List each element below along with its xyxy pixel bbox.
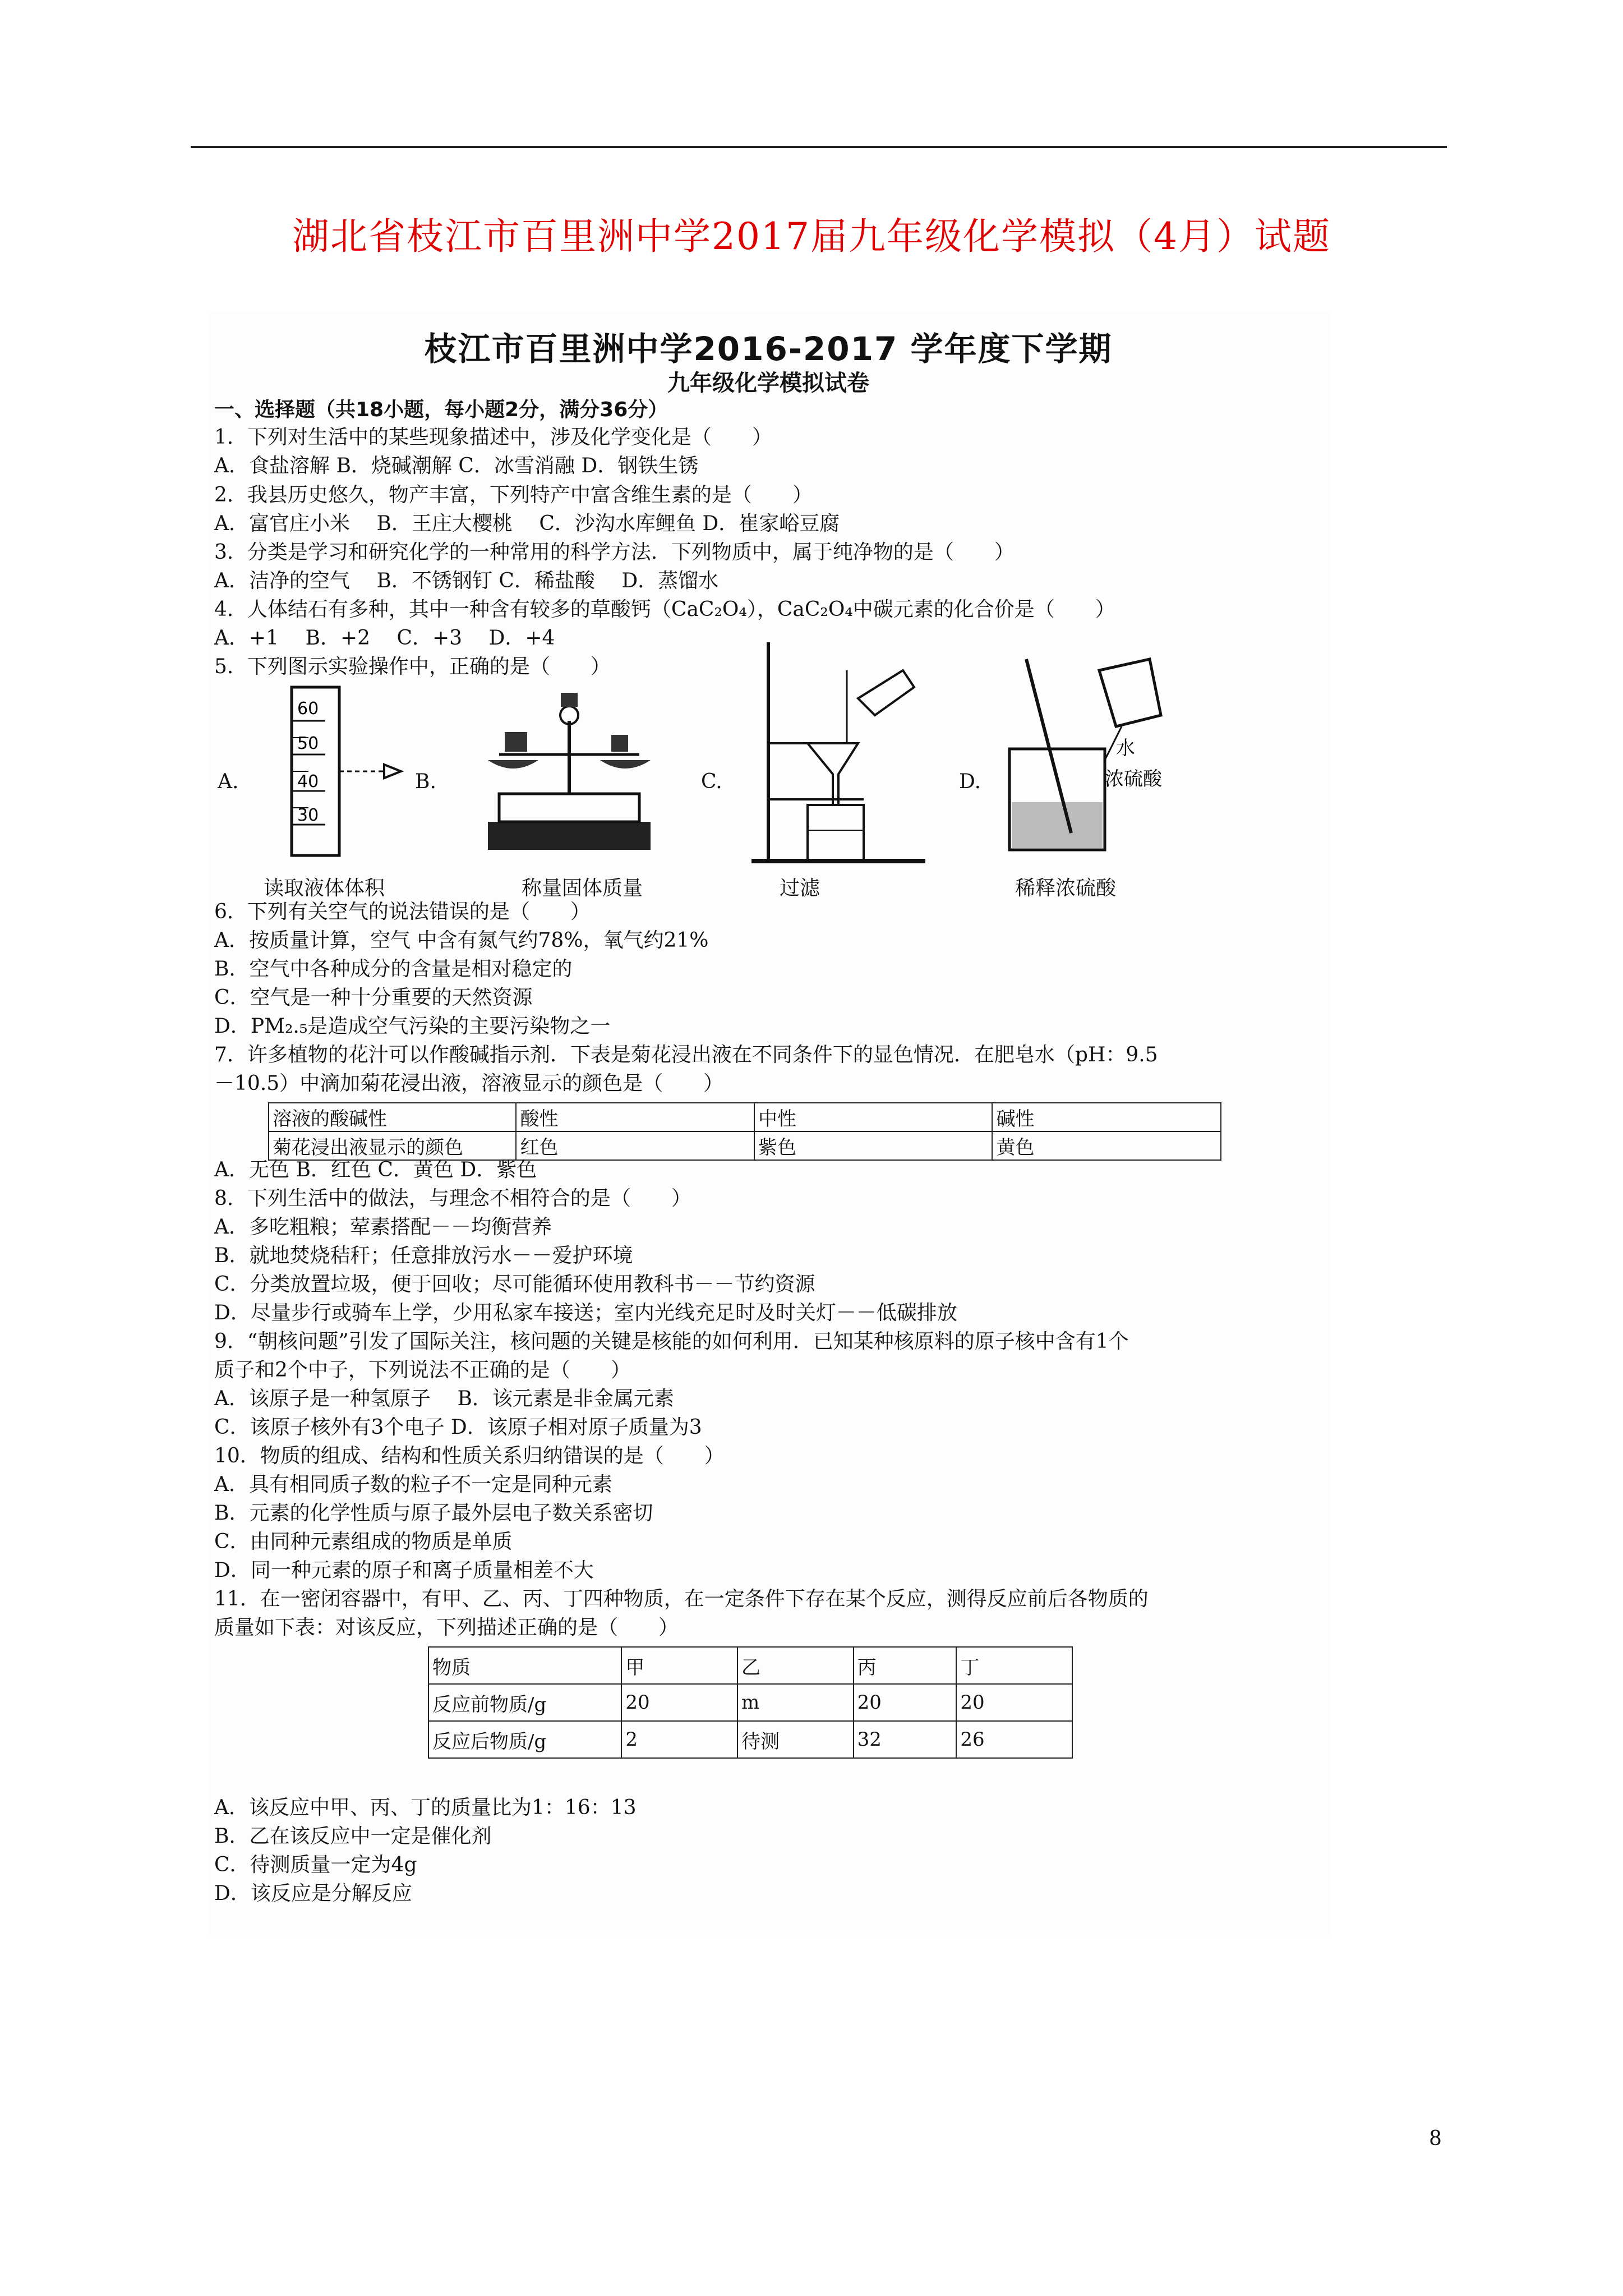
question-line: 10．物质的组成、结构和性质关系归纳错误的是（ ）	[214, 1444, 725, 1467]
question-line: 9．“朝核问题”引发了国际关注，核问题的关键是核能的如何利用．已知某种核原料的原子核中含有1个	[214, 1330, 1129, 1353]
question-line: D．该反应是分解反应	[214, 1882, 412, 1905]
question-line: 质子和2个中子，下列说法不正确的是（ ）	[214, 1359, 631, 1382]
figure-caption: 读取液体体积	[264, 877, 385, 900]
pouring-beaker	[858, 670, 914, 715]
figure-letter: C.	[701, 770, 722, 793]
table-row: 溶液的酸碱性 酸性 中性 碱性	[269, 1103, 1221, 1131]
measuring-cylinder-figure	[264, 682, 409, 861]
figure-letter: B.	[415, 770, 436, 793]
question-line: B．空气中各种成分的含量是相对稳定的	[214, 958, 573, 981]
left-pan	[488, 760, 538, 769]
cylinder-tick: 60	[297, 699, 319, 719]
question-line: B．就地焚烧秸秆；任意排放污水－－爱护环境	[214, 1244, 633, 1267]
figure-caption: 称量固体质量	[522, 877, 643, 900]
question-line: C．空气是一种十分重要的天然资源	[214, 986, 533, 1009]
question-line: 质量如下表：对该反应，下列描述正确的是（ ）	[214, 1616, 679, 1639]
question-line: D．同一种元素的原子和离子质量相差不大	[214, 1559, 594, 1582]
question-line: A．该原子是一种氢原子 B．该元素是非金属元素	[214, 1387, 674, 1410]
figure-letter: A.	[218, 770, 239, 793]
question-line: 8．下列生活中的做法，与理念不相符合的是（ ）	[214, 1187, 691, 1210]
question-line: A．食盐溶解 B．烧碱潮解 C．冰雪消融 D．钢铁生锈	[214, 454, 699, 477]
page-number: 8	[1429, 2127, 1442, 2150]
exam-title: 枝江市百里洲中学2016-2017 学年度下学期	[424, 330, 1113, 368]
sulfuric-acid-label: 浓硫酸	[1105, 768, 1162, 790]
figure-letter: D.	[959, 770, 981, 793]
table-row: 菊花浸出液显示的颜色 红色 紫色 黄色	[269, 1131, 1221, 1160]
question-line: －10.5）中滴加菊花浸出液，溶液显示的颜色是（ ）	[214, 1072, 724, 1095]
table-row: 反应后物质/g 2 待测 32 26	[428, 1721, 1072, 1758]
figure-caption: 过滤	[780, 877, 820, 900]
liquid	[1012, 802, 1103, 848]
question-line: C．该原子核外有3个电子 D．该原子相对原子质量为3	[214, 1416, 702, 1439]
question-line: 3．分类是学习和研究化学的一种常用的科学方法．下列物质中，属于纯净物的是（ ）	[214, 541, 1015, 564]
right-pan	[600, 760, 651, 769]
question-line: 6．下列有关空气的说法错误的是（ ）	[214, 900, 591, 923]
cylinder-tick: 40	[297, 772, 319, 792]
figure-caption: 稀释浓硫酸	[1015, 877, 1117, 900]
question-line: 1．下列对生活中的某些现象描述中，涉及化学变化是（ ）	[214, 426, 772, 449]
filtration-figure	[746, 637, 931, 872]
question-line: A．洁净的空气 B．不锈钢钉 C．稀盐酸 D．蒸馏水	[214, 569, 719, 592]
table-row: 反应前物质/g 20 m 20 20	[428, 1684, 1072, 1721]
question-line: A．富官庄小米 B．王庄大樱桃 C．沙沟水库鲤鱼 D．崔家峪豆腐	[214, 512, 840, 535]
header-rule	[191, 146, 1447, 148]
indicator-color-table	[268, 1102, 1221, 1161]
question-line: A．多吃粗粮；荤素搭配－－均衡营养	[214, 1216, 552, 1239]
cylinder-tick: 30	[297, 806, 319, 825]
question-line: 4．人体结石有多种，其中一种含有较多的草酸钙（CaC₂O₄），CaC₂O₄中碳元素的化合价是（ ）	[214, 598, 1115, 621]
funnel	[808, 743, 858, 805]
section-heading: 一、选择题（共18小题，每小题2分，满分36分）	[214, 398, 668, 421]
table-row: 物质 甲 乙 丙 丁	[428, 1647, 1072, 1684]
question-line: 5．下列图示实验操作中，正确的是（ ）	[214, 655, 611, 678]
water-label: 水	[1116, 737, 1135, 760]
question-line: A．无色 B．红色 C．黄色 D．紫色	[214, 1158, 537, 1181]
question-line: C．由同种元素组成的物质是单质	[214, 1530, 513, 1553]
question-line: D．尽量步行或骑车上学，少用私家车接送；室内光线充足时及时关灯－－低碳排放	[214, 1301, 957, 1324]
question-line: 2．我县历史悠久，物产丰富，下列特产中富含维生素的是（ ）	[214, 484, 813, 507]
document-title: 湖北省枝江市百里洲中学2017届九年级化学模拟（4月）试题	[292, 215, 1331, 258]
question-line: A．按质量计算，空气 中含有氮气约78%，氧气约21%	[214, 929, 709, 952]
balance-figure	[477, 682, 662, 861]
scanned-exam	[208, 311, 1329, 1938]
question-line: C．待测质量一定为4g	[214, 1853, 417, 1876]
eye-icon	[384, 765, 401, 778]
balance-base	[488, 822, 651, 850]
question-line: 11．在一密闭容器中，有甲、乙、丙、丁四种物质，在一定条件下存在某个反应，测得反应前后各物质的	[214, 1588, 1149, 1611]
exam-subtitle: 九年级化学模拟试卷	[667, 370, 869, 396]
reaction-mass-table	[428, 1646, 1073, 1759]
question-line: B．元素的化学性质与原子最外层电子数关系密切	[214, 1502, 653, 1525]
question-line: A．+1 B．+2 C．+3 D．+4	[214, 627, 555, 650]
question-line: A．具有相同质子数的粒子不一定是同种元素	[214, 1473, 612, 1496]
question-line: C．分类放置垃圾，便于回收；尽可能循环使用教科书－－节约资源	[214, 1273, 815, 1296]
pouring-beaker	[1099, 659, 1161, 726]
question-line: 7．许多植物的花汁可以作酸碱指示剂．下表是菊花浸出液在不同条件下的显色情况．在肥皂水（pH：9.5	[214, 1043, 1158, 1066]
cylinder-tick: 50	[297, 734, 319, 753]
question-line: D．PM₂.₅是造成空气污染的主要污染物之一	[214, 1015, 611, 1038]
dilution-figure	[993, 648, 1172, 872]
question-line: B．乙在该反应中一定是催化剂	[214, 1825, 492, 1848]
question-line: A．该反应中甲、丙、丁的质量比为1：16：13	[214, 1796, 637, 1819]
beaker	[808, 805, 864, 861]
